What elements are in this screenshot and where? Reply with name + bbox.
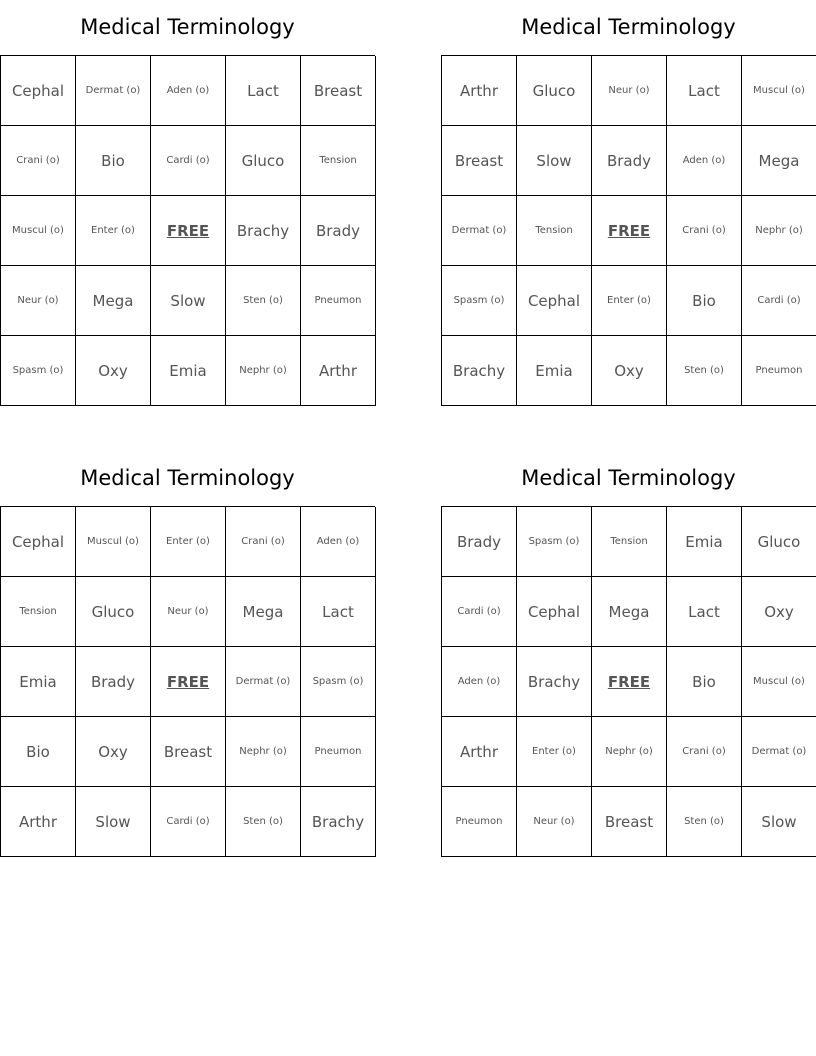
bingo-cell: Aden (o) (667, 126, 742, 196)
bingo-cell: Aden (o) (442, 647, 517, 717)
bingo-cell: Cephal (1, 56, 76, 126)
bingo-cell: Aden (o) (151, 56, 226, 126)
bingo-cell: Arthr (1, 787, 76, 857)
free-space: FREE (592, 196, 667, 266)
bingo-card-1 (0, 0, 375, 406)
free-space: FREE (151, 647, 226, 717)
bingo-cell: Cephal (517, 266, 592, 336)
bingo-cell: Muscul (o) (76, 507, 151, 577)
bingo-cell: Cephal (517, 577, 592, 647)
bingo-cell: Muscul (o) (1, 196, 76, 266)
bingo-cell: Oxy (742, 577, 816, 647)
bingo-cell: Enter (o) (151, 507, 226, 577)
bingo-cell: Bio (1, 717, 76, 787)
bingo-cell: Oxy (76, 336, 151, 406)
bingo-cell: Bio (667, 266, 742, 336)
bingo-cell: Gluco (517, 56, 592, 126)
free-space: FREE (151, 196, 226, 266)
bingo-grid (0, 55, 375, 406)
bingo-cell: Gluco (226, 126, 301, 196)
bingo-cell: Dermat (o) (76, 56, 151, 126)
bingo-cell: Muscul (o) (742, 56, 816, 126)
bingo-cell: Tension (301, 126, 376, 196)
bingo-cell: Crani (o) (667, 717, 742, 787)
bingo-cell: Brachy (226, 196, 301, 266)
bingo-cell: Brady (592, 126, 667, 196)
bingo-cell: Mega (742, 126, 816, 196)
bingo-cell: Cardi (o) (151, 126, 226, 196)
bingo-cell: Lact (301, 577, 376, 647)
bingo-cell: Arthr (442, 717, 517, 787)
bingo-cell: Tension (592, 507, 667, 577)
bingo-cell: Brady (301, 196, 376, 266)
bingo-cell: Sten (o) (226, 266, 301, 336)
bingo-cell: Brachy (301, 787, 376, 857)
bingo-cell: Spasm (o) (517, 507, 592, 577)
bingo-cell: Arthr (442, 56, 517, 126)
bingo-cell: Crani (o) (1, 126, 76, 196)
bingo-card-3 (0, 451, 375, 857)
bingo-cell: Nephr (o) (226, 717, 301, 787)
bingo-cell: Oxy (76, 717, 151, 787)
bingo-cell: Crani (o) (226, 507, 301, 577)
bingo-cell: Tension (517, 196, 592, 266)
bingo-cell: Pneumon (301, 717, 376, 787)
free-space: FREE (592, 647, 667, 717)
bingo-cell: Neur (o) (592, 56, 667, 126)
bingo-cell: Mega (226, 577, 301, 647)
bingo-grid (441, 55, 816, 406)
bingo-cell: Enter (o) (76, 196, 151, 266)
bingo-cell: Spasm (o) (442, 266, 517, 336)
bingo-cell: Enter (o) (592, 266, 667, 336)
bingo-cell: Pneumon (742, 336, 816, 406)
bingo-cell: Brachy (442, 336, 517, 406)
bingo-cell: Lact (226, 56, 301, 126)
bingo-cell: Cardi (o) (742, 266, 816, 336)
bingo-cell: Neur (o) (517, 787, 592, 857)
bingo-cell: Pneumon (301, 266, 376, 336)
bingo-cell: Cardi (o) (151, 787, 226, 857)
bingo-cell: Breast (592, 787, 667, 857)
bingo-cell: Mega (76, 266, 151, 336)
bingo-cell: Arthr (301, 336, 376, 406)
bingo-cell: Emia (517, 336, 592, 406)
bingo-cell: Cardi (o) (442, 577, 517, 647)
bingo-card-4 (441, 451, 816, 857)
bingo-grid (441, 506, 816, 857)
bingo-card-2 (441, 0, 816, 406)
bingo-cell: Slow (517, 126, 592, 196)
bingo-cell: Slow (742, 787, 816, 857)
card-title: Medical Terminology (80, 15, 295, 39)
bingo-cell: Spasm (o) (1, 336, 76, 406)
bingo-cell: Cephal (1, 507, 76, 577)
bingo-cell: Bio (76, 126, 151, 196)
bingo-cell: Pneumon (442, 787, 517, 857)
bingo-cell: Brachy (517, 647, 592, 717)
card-title: Medical Terminology (521, 15, 736, 39)
bingo-cell: Nephr (o) (226, 336, 301, 406)
bingo-cell: Breast (301, 56, 376, 126)
bingo-cell: Slow (151, 266, 226, 336)
bingo-cell: Oxy (592, 336, 667, 406)
bingo-cell: Spasm (o) (301, 647, 376, 717)
bingo-cell: Nephr (o) (742, 196, 816, 266)
card-title: Medical Terminology (80, 466, 295, 490)
bingo-cell: Sten (o) (667, 336, 742, 406)
bingo-cell: Lact (667, 56, 742, 126)
bingo-cell: Dermat (o) (442, 196, 517, 266)
bingo-cell: Nephr (o) (592, 717, 667, 787)
bingo-cell: Sten (o) (667, 787, 742, 857)
bingo-cell: Bio (667, 647, 742, 717)
bingo-cell: Neur (o) (151, 577, 226, 647)
card-title: Medical Terminology (521, 466, 736, 490)
bingo-cell: Brady (442, 507, 517, 577)
bingo-cell: Enter (o) (517, 717, 592, 787)
bingo-cell: Emia (151, 336, 226, 406)
bingo-cell: Dermat (o) (742, 717, 816, 787)
bingo-cell: Tension (1, 577, 76, 647)
bingo-cell: Breast (151, 717, 226, 787)
bingo-cell: Sten (o) (226, 787, 301, 857)
bingo-cell: Slow (76, 787, 151, 857)
bingo-cell: Muscul (o) (742, 647, 816, 717)
bingo-cell: Dermat (o) (226, 647, 301, 717)
bingo-cell: Emia (1, 647, 76, 717)
bingo-cell: Crani (o) (667, 196, 742, 266)
bingo-cell: Gluco (742, 507, 816, 577)
bingo-cell: Lact (667, 577, 742, 647)
bingo-cell: Neur (o) (1, 266, 76, 336)
bingo-cell: Emia (667, 507, 742, 577)
bingo-cell: Mega (592, 577, 667, 647)
bingo-cell: Brady (76, 647, 151, 717)
bingo-grid (0, 506, 375, 857)
bingo-cell: Gluco (76, 577, 151, 647)
bingo-cell: Aden (o) (301, 507, 376, 577)
bingo-cell: Breast (442, 126, 517, 196)
